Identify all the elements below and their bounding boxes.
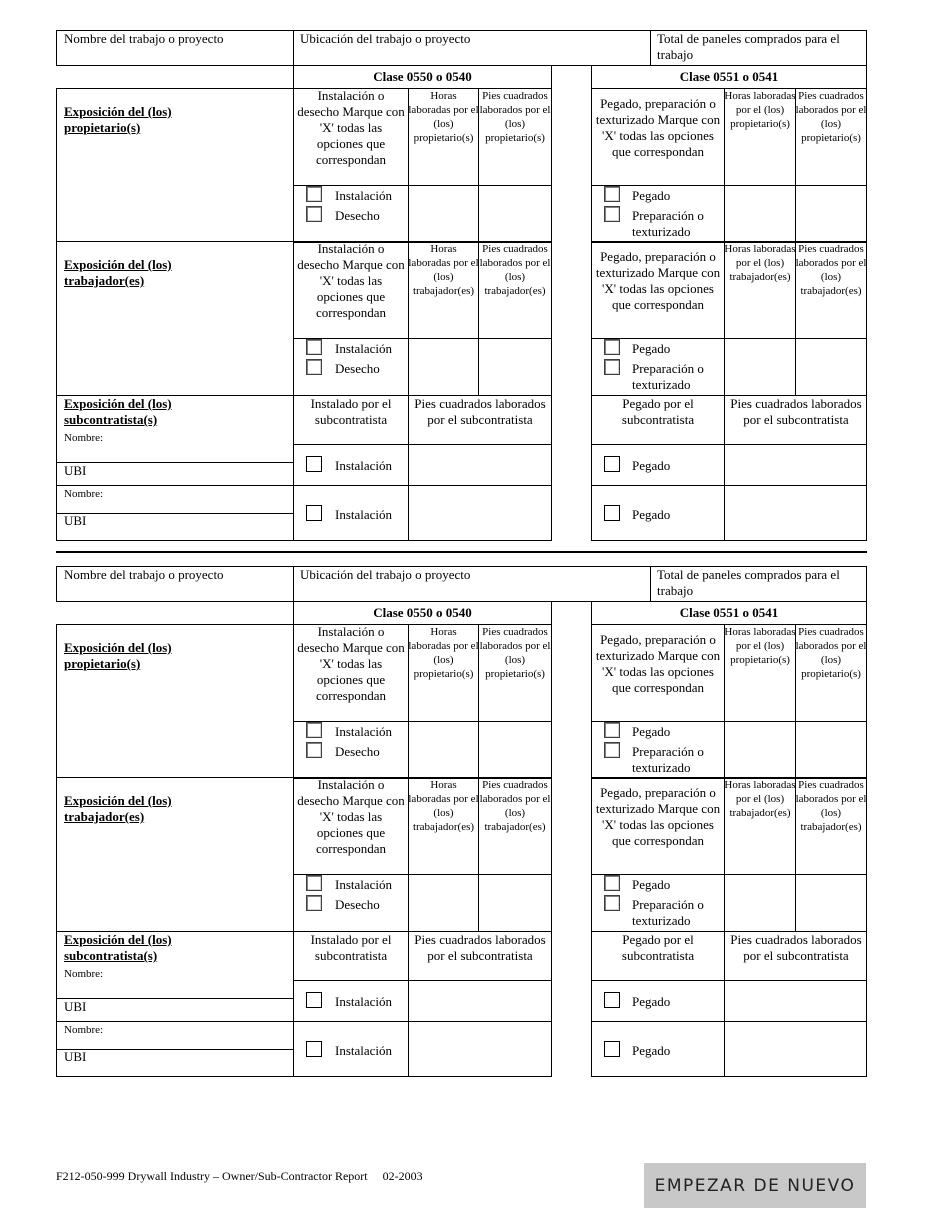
worker-hours-header-b: Horas laboradas por el (los) trabajador(es) — [724, 779, 796, 819]
owner-hours-header-a: Horas laboradas por el (los) propietario(s) — [408, 90, 479, 144]
owner-dispose-option-a: Desecho — [335, 744, 380, 759]
owner-prep-option: Preparación o texturizado — [632, 744, 704, 775]
owner-prep-checkbox[interactable] — [604, 742, 620, 758]
owner-install-header: Instalación o desecho Marque con 'X' todas las opciones que correspondan — [297, 88, 405, 167]
job-location-label: Ubicación del trabajo o proyecto — [300, 567, 471, 582]
owner-glue-checkbox[interactable] — [604, 186, 620, 202]
sub1-glue-checkbox[interactable] — [604, 992, 620, 1008]
owner-glue-header: Pegado, preparación o texturizado Marque con 'X' todas las opciones que correspondan — [595, 632, 721, 695]
total-panels-input[interactable] — [720, 583, 866, 601]
worker-section-title: Exposición del (los) trabajador(es) — [64, 257, 172, 288]
worker-glue-header: Pegado, preparación o texturizado Marque con 'X' todas las opciones que correspondan — [595, 785, 721, 848]
owner-dispose-option-a: Desecho — [335, 208, 380, 223]
worker-glue-checkbox[interactable] — [604, 339, 620, 355]
worker-glue-header: Pegado, preparación o texturizado Marque con 'X' todas las opciones que correspondan — [595, 249, 721, 312]
sub2-glue-checkbox[interactable] — [604, 505, 620, 521]
sub-sqft-header-b: Pies cuadrados laborados por el subcontratista — [730, 932, 862, 963]
owner-hours-header-b: Horas laboradas por el (los) propietario(s) — [724, 90, 796, 130]
sub1-name-input[interactable] — [120, 966, 292, 996]
sub-sqft-header-a: Pies cuadrados laborados por el subcontratista — [414, 396, 546, 427]
owner-glue-header: Pegado, preparación o texturizado Marque con 'X' todas las opciones que correspondan — [595, 96, 721, 159]
sub-installed-header: Instalado por el subcontratista — [310, 396, 392, 427]
owner-dispose-checkbox-a[interactable] — [306, 742, 322, 758]
job-location-label: Ubicación del trabajo o proyecto — [300, 31, 471, 46]
worker-hours-header-b: Horas laboradas por el (los) trabajador(es) — [724, 243, 796, 283]
sub2-install-checkbox[interactable] — [306, 505, 322, 521]
worker-sqft-header-b: Pies cuadrados laborados por el (los) trabajador(es) — [795, 243, 867, 297]
sub2-name-input[interactable] — [120, 486, 292, 512]
sub1-sqft-input-a[interactable] — [409, 981, 551, 1021]
sub1-install-checkbox[interactable] — [306, 992, 322, 1008]
worker-sqft-input-a[interactable] — [479, 875, 551, 931]
worker-hours-header-a: Horas laboradas por el (los) trabajador(es) — [408, 243, 479, 297]
worker-install-checkbox-a[interactable] — [306, 875, 322, 891]
owner-sqft-header-a: Pies cuadrados laborados por el (los) propietario(s) — [479, 90, 551, 144]
owner-sqft-header-a: Pies cuadrados laborados por el (los) propietario(s) — [479, 626, 551, 680]
total-panels-label: Total de paneles comprados para el trabajo — [657, 567, 840, 598]
sub2-sqft-input-b[interactable] — [725, 1022, 866, 1076]
worker-hours-input-b[interactable] — [725, 339, 795, 395]
worker-sqft-header-a: Pies cuadrados laborados por el (los) trabajador(es) — [479, 243, 551, 297]
worker-sqft-input-a[interactable] — [479, 339, 551, 395]
job-location-input[interactable] — [294, 47, 650, 65]
sub1-name-input[interactable] — [120, 430, 292, 460]
sub-glued-header: Pegado por el subcontratista — [621, 932, 695, 963]
worker-prep-option: Preparación o texturizado — [632, 897, 704, 928]
owner-glue-option: Pegado — [632, 724, 671, 739]
worker-dispose-checkbox-a[interactable] — [306, 895, 322, 911]
worker-hours-input-a[interactable] — [409, 875, 478, 931]
worker-sqft-input-b[interactable] — [796, 875, 866, 931]
job-name-label: Nombre del trabajo o proyecto — [64, 31, 224, 46]
class-a-title: Clase 0550 o 0540 — [373, 605, 472, 620]
sub2-glue-option: Pegado — [632, 507, 671, 522]
worker-glue-checkbox[interactable] — [604, 875, 620, 891]
sub1-sqft-input-a[interactable] — [409, 445, 551, 485]
sub2-sqft-input-b[interactable] — [725, 486, 866, 540]
owner-install-checkbox-a[interactable] — [306, 186, 322, 202]
owner-hours-header-a: Horas laboradas por el (los) propietario(s) — [408, 626, 479, 680]
worker-glue-option: Pegado — [632, 877, 671, 892]
sub2-install-option: Instalación — [335, 1043, 393, 1058]
owner-sqft-input-a[interactable] — [479, 722, 551, 778]
sub2-glue-checkbox[interactable] — [604, 1041, 620, 1057]
sub-ubi-label-1: UBI — [64, 999, 87, 1014]
owner-hours-input-b[interactable] — [725, 722, 795, 778]
owner-sqft-header-b: Pies cuadrados laborados por el (los) propietario(s) — [795, 626, 867, 680]
worker-hours-header-a: Horas laboradas por el (los) trabajador(es) — [408, 779, 479, 833]
sub-section-title: Exposición del (los) subcontratista(s) — [64, 396, 172, 427]
sub-name-label-1: Nombre: — [64, 432, 104, 444]
sub2-install-option: Instalación — [335, 507, 393, 522]
sub1-ubi-input[interactable] — [90, 463, 292, 484]
worker-install-header: Instalación o desecho Marque con 'X' todas las opciones que correspondan — [297, 241, 405, 320]
owner-sqft-input-a[interactable] — [479, 186, 551, 242]
form-footer: F212-050-999 Drywall Industry – Owner/Sub-Contractor Report 02-2003 — [56, 1169, 423, 1183]
sub1-glue-option: Pegado — [632, 458, 671, 473]
owner-hours-header-b: Horas laboradas por el (los) propietario(s) — [724, 626, 796, 666]
sub-name-label-1: Nombre: — [64, 968, 104, 980]
owner-section-title: Exposición del (los) propietario(s) — [64, 640, 172, 671]
class-a-title: Clase 0550 o 0540 — [373, 69, 472, 84]
sub2-glue-option: Pegado — [632, 1043, 671, 1058]
sub1-sqft-input-b[interactable] — [725, 981, 866, 1021]
sub2-sqft-input-a[interactable] — [409, 486, 551, 540]
sub-name-label-2: Nombre: — [64, 488, 104, 500]
owner-install-option-a: Instalación — [335, 188, 393, 203]
sub1-ubi-input[interactable] — [90, 999, 292, 1020]
sub1-install-option: Instalación — [335, 994, 393, 1009]
worker-sqft-input-b[interactable] — [796, 339, 866, 395]
sub1-glue-checkbox[interactable] — [604, 456, 620, 472]
worker-glue-option: Pegado — [632, 341, 671, 356]
sub2-install-checkbox[interactable] — [306, 1041, 322, 1057]
worker-install-option-a: Instalación — [335, 877, 393, 892]
owner-install-checkbox-a[interactable] — [306, 722, 322, 738]
worker-sqft-header-b: Pies cuadrados laborados por el (los) trabajador(es) — [795, 779, 867, 833]
owner-glue-checkbox[interactable] — [604, 722, 620, 738]
owner-glue-option: Pegado — [632, 188, 671, 203]
owner-install-option-a: Instalación — [335, 724, 393, 739]
sub1-install-checkbox[interactable] — [306, 456, 322, 472]
worker-install-option-a: Instalación — [335, 341, 393, 356]
worker-dispose-checkbox-a[interactable] — [306, 359, 322, 375]
owner-hours-input-a[interactable] — [409, 186, 478, 242]
sub-section-title: Exposición del (los) subcontratista(s) — [64, 932, 172, 963]
worker-prep-option: Preparación o texturizado — [632, 361, 704, 392]
owner-sqft-input-b[interactable] — [796, 722, 866, 778]
worker-dispose-option-a: Desecho — [335, 897, 380, 912]
worker-dispose-option-a: Desecho — [335, 361, 380, 376]
sub-name-label-2: Nombre: — [64, 1024, 104, 1036]
sub-ubi-label-1: UBI — [64, 463, 87, 478]
sub2-sqft-input-a[interactable] — [409, 1022, 551, 1076]
worker-prep-checkbox[interactable] — [604, 895, 620, 911]
sub2-name-input[interactable] — [120, 1022, 292, 1048]
sub-sqft-header-b: Pies cuadrados laborados por el subcontratista — [730, 396, 862, 427]
owner-hours-input-a[interactable] — [409, 722, 478, 778]
worker-section-title: Exposición del (los) trabajador(es) — [64, 793, 172, 824]
owner-prep-checkbox[interactable] — [604, 206, 620, 222]
worker-install-checkbox-a[interactable] — [306, 339, 322, 355]
worker-hours-input-b[interactable] — [725, 875, 795, 931]
owner-sqft-header-b: Pies cuadrados laborados por el (los) propietario(s) — [795, 90, 867, 144]
job-name-label: Nombre del trabajo o proyecto — [64, 567, 224, 582]
sub2-ubi-input[interactable] — [90, 1050, 292, 1076]
sub2-ubi-input[interactable] — [90, 514, 292, 540]
worker-sqft-header-a: Pies cuadrados laborados por el (los) trabajador(es) — [479, 779, 551, 833]
owner-sqft-input-b[interactable] — [796, 186, 866, 242]
sub-ubi-label-2: UBI — [64, 513, 87, 528]
owner-prep-option: Preparación o texturizado — [632, 208, 704, 239]
total-panels-input[interactable] — [720, 47, 866, 65]
worker-install-header: Instalación o desecho Marque con 'X' todas las opciones que correspondan — [297, 777, 405, 856]
start-over-button[interactable]: EMPEZAR DE NUEVO — [644, 1163, 866, 1208]
sub-installed-header: Instalado por el subcontratista — [310, 932, 392, 963]
worker-prep-checkbox[interactable] — [604, 359, 620, 375]
sub-ubi-label-2: UBI — [64, 1049, 87, 1064]
form-separator — [56, 551, 867, 553]
job-name-input[interactable] — [57, 583, 293, 601]
sub-glued-header: Pegado por el subcontratista — [621, 396, 695, 427]
owner-install-header: Instalación o desecho Marque con 'X' todas las opciones que correspondan — [297, 624, 405, 703]
job-name-input[interactable] — [57, 47, 293, 65]
job-location-input[interactable] — [294, 583, 650, 601]
sub1-install-option: Instalación — [335, 458, 393, 473]
sub-sqft-header-a: Pies cuadrados laborados por el subcontratista — [414, 932, 546, 963]
sub1-glue-option: Pegado — [632, 994, 671, 1009]
owner-section-title: Exposición del (los) propietario(s) — [64, 104, 172, 135]
worker-hours-input-a[interactable] — [409, 339, 478, 395]
class-b-title: Clase 0551 o 0541 — [679, 69, 779, 84]
owner-hours-input-b[interactable] — [725, 186, 795, 242]
owner-dispose-checkbox-a[interactable] — [306, 206, 322, 222]
sub1-sqft-input-b[interactable] — [725, 445, 866, 485]
class-b-title: Clase 0551 o 0541 — [679, 605, 779, 620]
total-panels-label: Total de paneles comprados para el trabajo — [657, 31, 840, 62]
